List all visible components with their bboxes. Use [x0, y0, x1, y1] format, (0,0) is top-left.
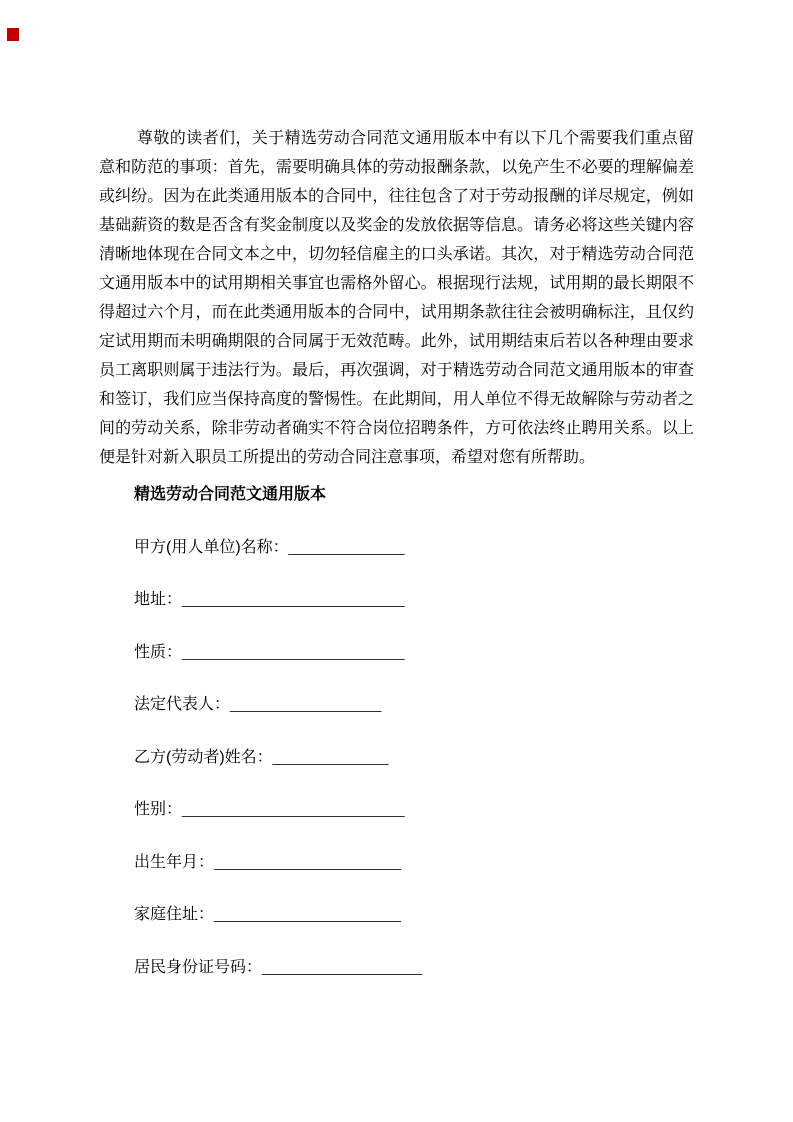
field-blank-line[interactable]: _________________________: [182, 801, 405, 818]
field-blank-line[interactable]: _____________: [272, 748, 389, 766]
intro-paragraph: 尊敬的读者们，关于精选劳动合同范文通用版本中有以下几个需要我们重点留意和防范的事项：首先，需要明确具体的劳动报酬条款，以免产生不必要的理解偏差或纠纷。因为在此类通用版本的合同中，往往包含了对于劳动报酬的详尽规定，例如基础薪资的数是否含有奖金制度以及奖金的发放依据等信息。请务必将这些关键内容清晰地体现在合同文本之中，切勿轻信雇主的口头承诺。其次，对于精选劳动合同范文通用版本中的试用期相关事宜也需格外留心。根据现行法规，试用期的最长期限不得超过六个月，而在此类通用版本的合同中，试用期条款往往会被明确标注，且仅约定试用期而未明确期限的合同属于无效范畴。此外，试用期结束后若以各种理由要求员工离职则属于违法行为。最后，再次强调，对于精选劳动合同范文通用版本的审查和签订，我们应当保持高度的警惕性。在此期间，用人单位不得无故解除与劳动者之间的劳动关系，除非劳动者确实不符合岗位招聘条件，方可依法终止聘用关系。以上便是针对新入职员工所提出的劳动合同注意事项，希望对您有所帮助。: [99, 130, 694, 466]
form-field-row-address: [99, 585, 694, 614]
form-field-row-id-number: [99, 953, 694, 982]
field-label: 出生年月：: [134, 853, 215, 871]
document-content: [99, 124, 694, 982]
form-field-row-nature: [99, 638, 694, 667]
field-label: 家庭住址：: [134, 906, 215, 923]
form-field-row-birth-date: [99, 848, 694, 877]
field-blank-line[interactable]: _________________________: [182, 591, 405, 608]
field-blank-line[interactable]: _________________: [230, 696, 382, 713]
field-label: 乙方(劳动者)姓名：: [134, 748, 273, 766]
form-field-row-party-a-name: [99, 533, 694, 562]
form-field-row-party-b-name: [99, 743, 694, 772]
form-field-row-legal-representative: [99, 690, 694, 719]
field-blank-line[interactable]: __________________: [262, 958, 423, 976]
field-label: 性质：: [134, 643, 183, 661]
field-label: 甲方(用人单位)名称：: [134, 538, 289, 556]
field-blank-line[interactable]: _________________________: [182, 643, 405, 661]
form-field-row-gender: [99, 795, 694, 824]
field-label: 性别：: [134, 801, 183, 818]
field-blank-line[interactable]: _____________: [288, 538, 405, 556]
field-label: 居民身份证号码：: [134, 958, 263, 976]
document-title: 精选劳动合同范文通用版本: [134, 486, 327, 503]
field-blank-line[interactable]: _____________________: [214, 906, 401, 923]
red-corner-marker: [7, 28, 19, 41]
form-field-row-home-address: [99, 900, 694, 929]
field-label: 地址：: [134, 591, 183, 608]
field-blank-line[interactable]: _____________________: [214, 853, 401, 871]
field-label: 法定代表人：: [134, 696, 231, 713]
